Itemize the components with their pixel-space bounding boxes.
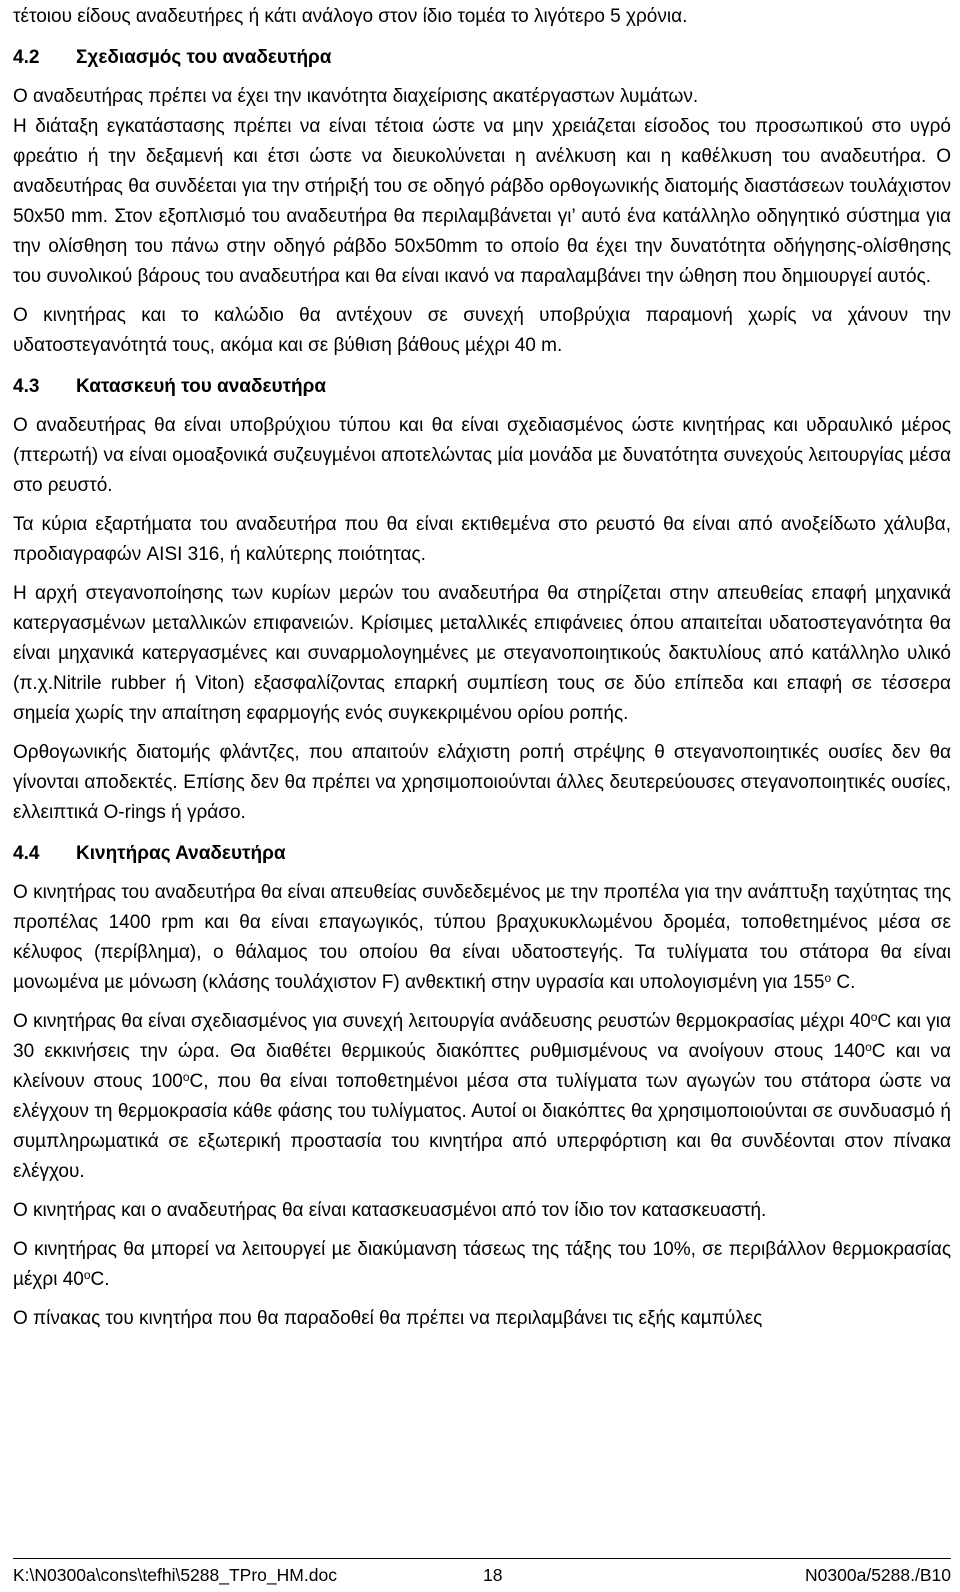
section-heading-4-4 bbox=[13, 839, 951, 869]
degree-superscript: ο bbox=[870, 1010, 878, 1024]
paragraph bbox=[13, 878, 951, 998]
section-title: Σχεδιασµός του αναδευτήρα bbox=[76, 47, 332, 68]
paragraph: Η διάταξη εγκατάστασης πρέπει να είναι τέτοια ώστε να µην χρειάζεται είσοδος του προσωπικού στο υγρό φρεάτιο ή την δεξαµενή και έτσι ώστε να διευκολύνεται η ανέλκυση και η καθέλκυση του αναδευτήρα. Ο αναδευτήρας θα συνδέεται για την στήριξή του σε οδηγό ράβδο ορθογωνικής διατοµής διαστάσεων τουλάχιστον 50x50 mm. Στον εξοπλισµό του αναδευτήρα θα περιλαµβάνεται γι’ αυτό ένα κατάλληλο οδηγητικό σύστηµα για την ολίσθηση του πάνω στην οδηγό ράβδο 50x50mm το οποίο θα έχει την δυνατότητα οδήγησης-ολίσθησης του συνολικού βάρους του αναδευτήρα και θα είναι ικανό να παραλαµβάνει την ώθηση που δηµιουργεί αυτός. bbox=[13, 116, 951, 287]
degree-superscript: ο bbox=[865, 1040, 872, 1054]
degree-superscript: o bbox=[83, 1268, 91, 1282]
page-footer bbox=[13, 1558, 951, 1590]
section-title: Κινητήρας Αναδευτήρα bbox=[76, 843, 286, 864]
footer-page-number: 18 bbox=[483, 1565, 503, 1585]
degree-superscript: ο bbox=[824, 971, 832, 985]
paragraph: Η αρχή στεγανοποίησης των κυρίων µερών του αναδευτήρα θα στηρίζεται στην απευθείας επαφή µηχανικά κατεργασµένων µεταλλικών επιφανειών. Κρίσιµες µεταλλικές επιφάνειες όπου απαιτείται υδατοστεγανότητα θα είναι µηχανικά κατεργασµένες και συναρµολογηµένες µε στεγανοποιητικούς δακτυλίους από κατάλληλο υλικό (π.χ.Nitrile rubber ή Viton) εξασφαλίζοντας επαρκή συµπίεση τους σε δύο επίπεδα και επαφή σε τέσσερα σηµεία χωρίς την απαίτηση εφαρµογής ενός συγκεκριµένου ορίου ροπής. bbox=[13, 583, 951, 724]
document-body bbox=[13, 2, 951, 1343]
footer-file-path: K:\N0300a\cons\tefhi\5288_TPro_HM.doc bbox=[13, 1565, 337, 1585]
paragraph-text: Ο κινητήρας θα µπορεί να λειτουργεί µε διακύµανση τάσεως της τάξης του 10%, σε περιβάλλον θερµοκρασίας µέχρι 40 bbox=[13, 1239, 951, 1290]
section-number: 4.4 bbox=[13, 843, 40, 864]
paragraph-text: Ο κινητήρας θα είναι σχεδιασµένος για συνεχή λειτουργία ανάδευσης ρευστών θερµοκρασίας µέχρι 40 bbox=[13, 1011, 871, 1032]
paragraph: Τα κύρια εξαρτήµατα του αναδευτήρα που θα είναι εκτιθεµένα στο ρευστό θα είναι από ανοξείδωτο χάλυβα, προδιαγραφών AISI 316, ή καλύτερης ποιότητας. bbox=[13, 514, 951, 565]
section-heading-4-3 bbox=[13, 372, 951, 402]
paragraph bbox=[13, 1007, 951, 1187]
paragraph-text: C, που θα είναι τοποθετηµένοι µέσα στα τυλίγµατα των αγωγών του στάτορα ώστε να ελέγχουν τη θερµοκρασία κάθε φάσης του τυλίγµατος. Αυτοί οι διακόπτες θα χρησιµοποιούνται σε συνδυασµό ή συµπληρωµατικά σε εξωτερική προστασία του κινητήρα από υπερφόρτιση και θα συνδέονται στον πίνακα ελέγχου. bbox=[13, 1071, 952, 1182]
paragraph: Ο κινητήρας και το καλώδιο θα αντέχουν σε συνεχή υποβρύχια παραµονή χωρίς να χάνουν την υδατοστεγανότητά τους, ακόµα και σε βύθιση βάθους µέχρι 40 m. bbox=[13, 305, 951, 356]
section-title: Κατασκευή του αναδευτήρα bbox=[76, 376, 327, 397]
paragraph-text: C. bbox=[90, 1269, 110, 1290]
paragraph: τέτοιου είδους αναδευτήρες ή κάτι ανάλογο στον ίδιο τοµέα το λιγότερο 5 χρόνια. bbox=[13, 6, 688, 27]
paragraph-text: Ο κινητήρας του αναδευτήρα θα είναι απευθείας συνδεδεµένος µε την προπέλα για την ανάπτυξη ταχύτητας της προπέλας 1400 rpm και θα είναι επαγωγικός, τύπου βραχυκυκλωµένου δροµέα, τοποθετηµένος µέσα σε κέλυφος (περίβληµα), ο θάλαµος του οποίου θα είναι υδατοστεγής. Τα τυλίγµατα του στάτορα θα είναι µονωµένα µε µόνωση (κλάσης τουλάχιστον F) ανθεκτική στην υγρασία και υπολογισµένη για 155 bbox=[13, 882, 951, 993]
footer-document-ref: N0300a/5288./B10 bbox=[805, 1565, 951, 1585]
paragraph-text: C και για 30 εκκινήσεις την ώρα. Θα διαθέτει θερµικούς διακόπτες ρυθµισµένους να ανοίγουν στους 140 bbox=[13, 1011, 951, 1062]
section-heading-4-2 bbox=[13, 43, 951, 73]
paragraph-text: C. bbox=[831, 972, 856, 993]
degree-superscript: ο bbox=[182, 1070, 190, 1084]
paragraph-text: C και να κλείνουν στους 100 bbox=[13, 1041, 951, 1092]
paragraph bbox=[13, 1235, 951, 1295]
paragraph: Ο κινητήρας και ο αναδευτήρας θα είναι κατασκευασµένοι από τον ίδιο τον κατασκευαστή. bbox=[13, 1200, 767, 1221]
paragraph: Ορθογωνικής διατοµής φλάντζες, που απαιτούν ελάχιστη ροπή στρέψης θ στεγανοποιητικές ουσίες δεν θα γίνονται αποδεκτές. Επίσης δεν θα πρέπει να χρησιµοποιούνται άλλες δευτερεύουσες στεγανοποιητικές ουσίες, ελλειπτικά O-rings ή γράσο. bbox=[13, 742, 951, 823]
paragraph: Ο πίνακας του κινητήρα που θα παραδοθεί θα πρέπει να περιλαµβάνει τις εξής καµπύλες bbox=[13, 1308, 763, 1329]
section-number: 4.3 bbox=[13, 376, 40, 397]
paragraph: Ο αναδευτήρας πρέπει να έχει την ικανότητα διαχείρισης ακατέργαστων λυµάτων. bbox=[13, 86, 699, 107]
paragraph: Ο αναδευτήρας θα είναι υποβρύχιου τύπου και θα είναι σχεδιασµένος ώστε κινητήρας και υδραυλικό µέρος (πτερωτή) να είναι οµοαξονικά συζευγµένοι αποτελώντας µία µονάδα µε δυνατότητα συνεχούς λειτουργίας µέσα στο ρευστό. bbox=[13, 415, 951, 496]
section-number: 4.2 bbox=[13, 47, 40, 68]
